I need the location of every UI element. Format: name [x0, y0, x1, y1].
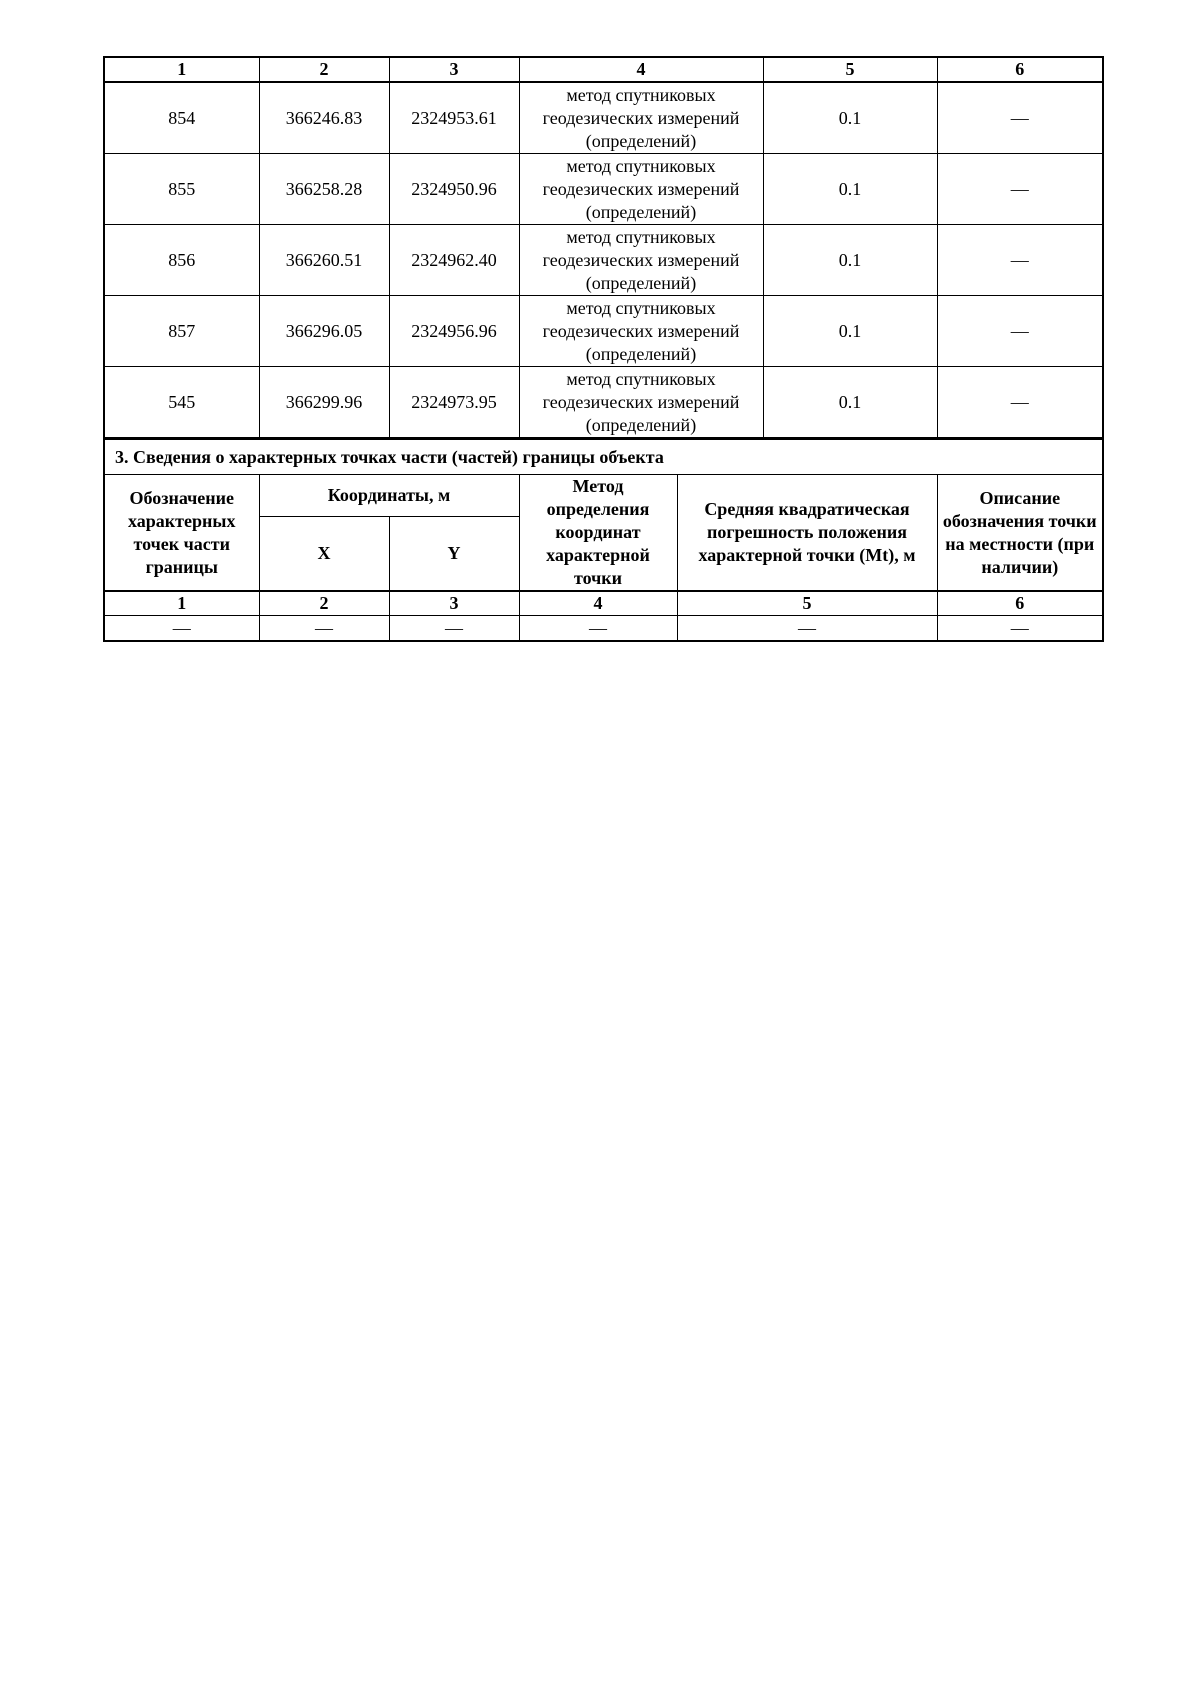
description: —: [937, 225, 1103, 296]
point-number: 545: [104, 367, 259, 439]
column-number: 2: [259, 591, 389, 616]
coordinate-x: 366258.28: [259, 154, 389, 225]
column-number-row: [104, 591, 1103, 616]
table-row: [104, 225, 1103, 296]
column-number: 1: [104, 57, 259, 82]
method: метод спутниковых геодезических измерений (определений): [519, 367, 763, 439]
coordinate-x: 366260.51: [259, 225, 389, 296]
table-row: [104, 82, 1103, 154]
accuracy: 0.1: [763, 82, 937, 154]
section3-table: [103, 439, 1104, 642]
coordinate-x: —: [259, 616, 389, 642]
description: —: [937, 616, 1103, 642]
coordinate-y: 2324973.95: [389, 367, 519, 439]
column-number: 4: [519, 591, 677, 616]
section-title-row: [104, 440, 1103, 475]
header-accuracy: Средняя квадратическая погрешность положения характерной точки (Mt), м: [677, 475, 937, 592]
column-number: 6: [937, 57, 1103, 82]
description: —: [937, 82, 1103, 154]
coordinate-y: 2324956.96: [389, 296, 519, 367]
column-number: 5: [763, 57, 937, 82]
point-number: 855: [104, 154, 259, 225]
column-number-row: [104, 57, 1103, 82]
header-method: Метод определения координат характерной точки: [519, 475, 677, 592]
section-title: 3. Сведения о характерных точках части (частей) границы объекта: [104, 440, 1103, 475]
header-description: Описание обозначения точки на местности (при наличии): [937, 475, 1103, 592]
accuracy: 0.1: [763, 154, 937, 225]
boundary-points-table: [103, 56, 1104, 439]
header-coordinates: Координаты, м: [259, 475, 519, 517]
coordinate-y: 2324950.96: [389, 154, 519, 225]
method: метод спутниковых геодезических измерений (определений): [519, 296, 763, 367]
method: метод спутниковых геодезических измерений (определений): [519, 225, 763, 296]
coordinate-y: —: [389, 616, 519, 642]
column-number: 3: [389, 591, 519, 616]
description: —: [937, 367, 1103, 439]
header-x: X: [259, 517, 389, 591]
coordinate-x: 366246.83: [259, 82, 389, 154]
header-point-designation: Обозначение характерных точек части границы: [104, 475, 259, 592]
description: —: [937, 154, 1103, 225]
table-row: [104, 154, 1103, 225]
accuracy: 0.1: [763, 367, 937, 439]
header-y: Y: [389, 517, 519, 591]
coordinate-x: 366299.96: [259, 367, 389, 439]
column-number: 5: [677, 591, 937, 616]
coordinate-y: 2324962.40: [389, 225, 519, 296]
column-number: 4: [519, 57, 763, 82]
document-page: [103, 56, 1102, 642]
column-number: 3: [389, 57, 519, 82]
accuracy: 0.1: [763, 296, 937, 367]
accuracy: 0.1: [763, 225, 937, 296]
table-row: [104, 367, 1103, 439]
method: метод спутниковых геодезических измерений (определений): [519, 154, 763, 225]
table-row: [104, 616, 1103, 642]
column-number: 6: [937, 591, 1103, 616]
accuracy: —: [677, 616, 937, 642]
method: метод спутниковых геодезических измерений (определений): [519, 82, 763, 154]
description: —: [937, 296, 1103, 367]
point-number: —: [104, 616, 259, 642]
point-number: 857: [104, 296, 259, 367]
method: —: [519, 616, 677, 642]
coordinate-y: 2324953.61: [389, 82, 519, 154]
header-row: [104, 475, 1103, 517]
table-row: [104, 296, 1103, 367]
point-number: 854: [104, 82, 259, 154]
column-number: 1: [104, 591, 259, 616]
coordinate-x: 366296.05: [259, 296, 389, 367]
column-number: 2: [259, 57, 389, 82]
point-number: 856: [104, 225, 259, 296]
